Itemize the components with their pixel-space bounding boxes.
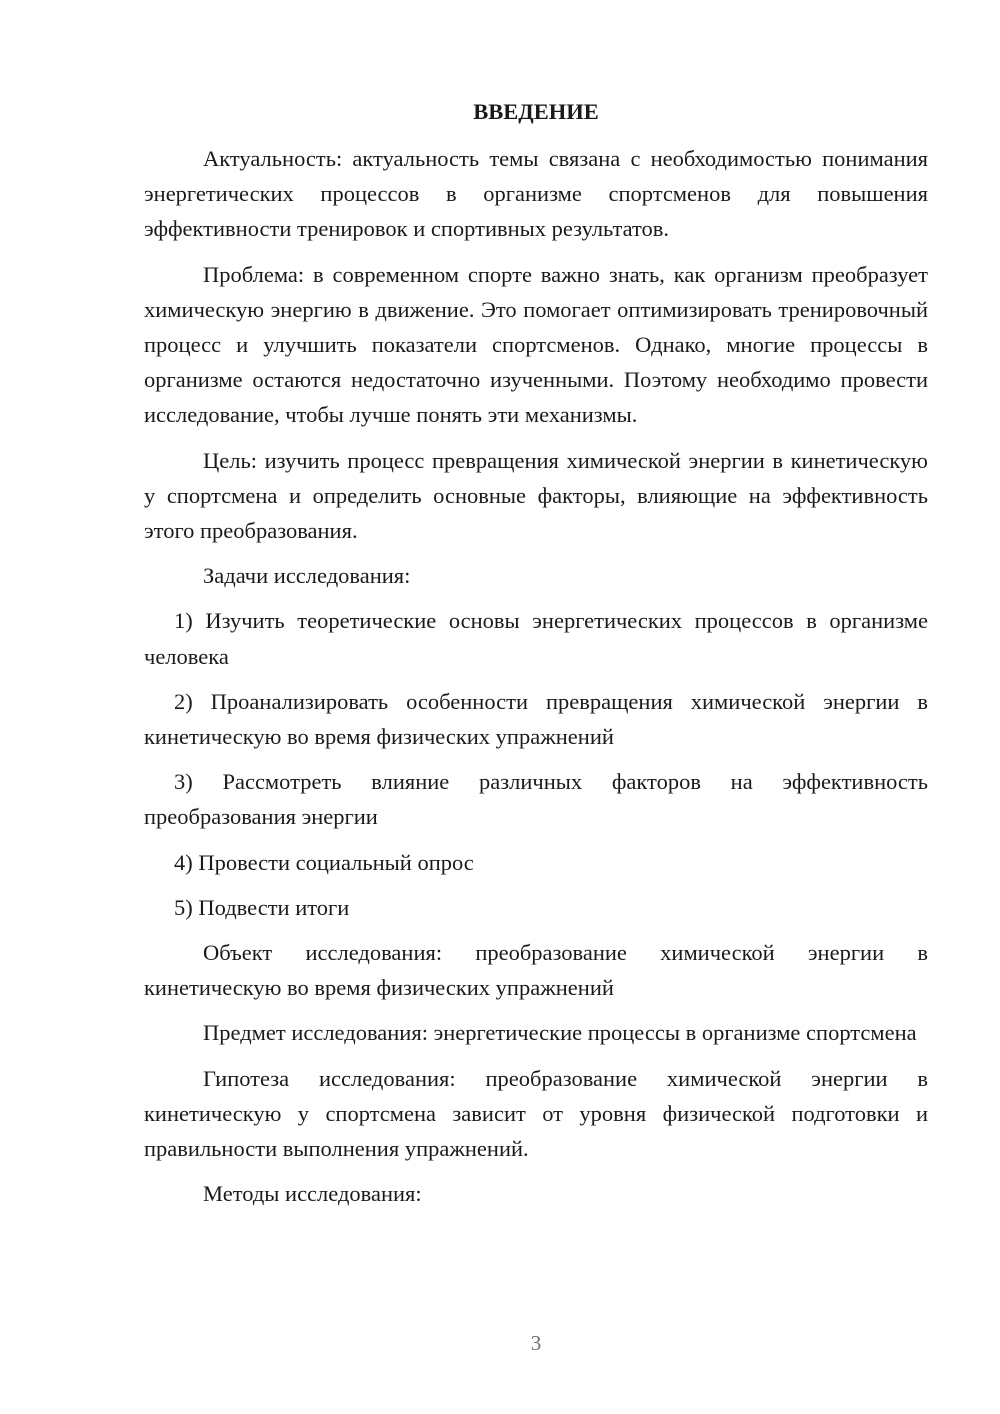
page-content bbox=[144, 94, 928, 1221]
task-item: 3) Рассмотреть влияние различных факторов на эффективность преобразования энергии bbox=[144, 769, 928, 830]
problem-paragraph: Проблема: в современном спорте важно знать, как организм преобразует химическую энергию в движение. Это помогает оптимизировать тренировочный процесс и улучшить показатели спортсменов. Однако, многие процессы в организме остаются недостаточно изученными. Поэтому необходимо провести исследование, чтобы лучше понять эти механизмы. bbox=[144, 261, 928, 428]
section-title: ВВЕДЕНИЕ bbox=[473, 99, 599, 124]
tasks-heading: Задачи исследования: bbox=[203, 563, 411, 589]
task-item: 5) Подвести итоги bbox=[174, 894, 350, 920]
methods-heading: Методы исследования: bbox=[203, 1181, 422, 1207]
page-number: 3 bbox=[530, 1331, 542, 1355]
goal-paragraph: Цель: изучить процесс превращения химической энергии в кинетическую у спортсмена и определить основные факторы, влияющие на эффективность этого преобразования. bbox=[144, 447, 928, 544]
hypothesis-paragraph: Гипотеза исследования: преобразование химической энергии в кинетическую у спортсмена зависит от уровня физической подготовки и правильности выполнения упражнений. bbox=[144, 1065, 928, 1162]
task-item: 2) Проанализировать особенности превращения химической энергии в кинетическую во время физических упражнений bbox=[144, 688, 928, 750]
task-item: 4) Провести социальный опрос bbox=[174, 849, 474, 875]
subject-paragraph: Предмет исследования: энергетические процессы в организме спортсмена bbox=[203, 1020, 917, 1046]
task-item: 1) Изучить теоретические основы энергетических процессов в организме человека bbox=[144, 608, 928, 669]
object-paragraph: Объект исследования: преобразование химической энергии в кинетическую во время физических упражнений bbox=[144, 940, 928, 1001]
relevance-paragraph: Актуальность: актуальность темы связана с необходимостью понимания энергетических процессов в организме спортсменов для повышения эффективности тренировок и спортивных результатов. bbox=[144, 146, 928, 242]
